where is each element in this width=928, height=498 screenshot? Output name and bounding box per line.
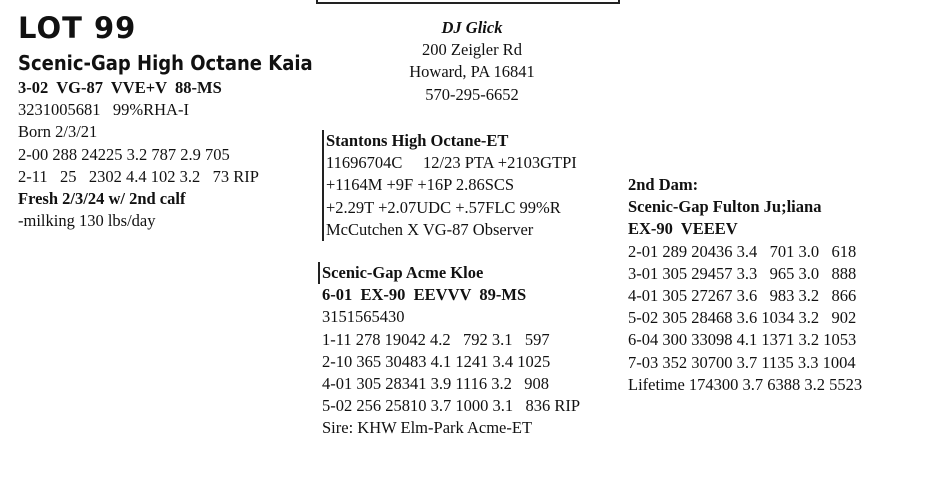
second-dam-heading: 2nd Dam:	[628, 175, 699, 194]
animal-details	[18, 77, 259, 232]
animal-classification: 3-02 VG-87 VVE+V 88-MS	[18, 78, 222, 97]
sire-line: McCutchen X VG-87 Observer	[326, 219, 534, 239]
second-dam-block	[628, 174, 862, 396]
animal-milking: -milking 130 lbs/day	[18, 211, 156, 231]
dam-line: 5-02 256 25810 3.7 1000 3.1 836 RIP	[322, 396, 581, 416]
dam-name: Scenic-Gap Acme Kloe	[318, 262, 580, 284]
second-dam-line: 4-01 305 27267 3.6 983 3.2 866	[628, 285, 857, 305]
animal-record-2: 2-11 25 2302 4.4 102 3.2 73 RIP	[18, 166, 259, 186]
sire-line: +1164M +9F +16P 2.86SCS	[326, 175, 515, 195]
sire-name: Stantons High Octane-ET	[326, 131, 509, 150]
header-box-border	[316, 0, 620, 4]
dam-line: 2-10 365 30483 4.1 1241 3.4 1025	[322, 351, 551, 371]
second-dam-line: 5-02 305 28468 3.6 1034 3.2 902	[628, 308, 857, 328]
dam-block	[322, 262, 580, 440]
second-dam-classification: EX-90 VEEEV	[628, 219, 738, 239]
animal-record-1: 2-00 288 24225 3.2 787 2.9 705	[18, 144, 230, 164]
sire-block	[322, 130, 577, 241]
lot-title: LOT 99	[18, 11, 137, 45]
animal-name: Scenic-Gap High Octane Kaia	[18, 51, 313, 75]
second-dam-line: 3-01 305 29457 3.3 965 3.0 888	[628, 263, 857, 283]
second-dam-line: 2-01 289 20436 3.4 701 3.0 618	[628, 241, 857, 261]
second-dam-line: 7-03 352 30700 3.7 1135 3.3 1004	[628, 352, 856, 372]
seller-name: DJ Glick	[441, 18, 503, 37]
seller-info	[380, 17, 564, 106]
animal-birthdate: Born 2/3/21	[18, 122, 98, 142]
dam-classification: 6-01 EX-90 EEVVV 89-MS	[322, 285, 527, 305]
dam-line: 3151565430	[322, 307, 405, 327]
second-dam-line: 6-04 300 33098 4.1 1371 3.2 1053	[628, 330, 857, 350]
dam-line: 4-01 305 28341 3.9 1116 3.2 908	[322, 373, 550, 393]
seller-city: Howard, PA 16841	[409, 62, 535, 82]
sire-line: 11696704C 12/23 PTA +2103GTPI	[326, 153, 577, 173]
dam-sire: Sire: KHW Elm-Park Acme-ET	[322, 418, 533, 438]
animal-fresh-date: Fresh 2/3/24 w/ 2nd calf	[18, 188, 186, 208]
animal-registration: 3231005681 99%RHA-I	[18, 100, 189, 120]
sire-line: +2.29T +2.07UDC +.57FLC 99%R	[326, 197, 561, 217]
seller-phone: 570-295-6652	[425, 84, 519, 104]
seller-address: 200 Zeigler Rd	[422, 40, 522, 60]
second-dam-name: Scenic-Gap Fulton Ju;liana	[628, 197, 822, 217]
second-dam-lifetime: Lifetime 174300 3.7 6388 3.2 5523	[628, 374, 863, 394]
dam-line: 1-11 278 19042 4.2 792 3.1 597	[322, 329, 550, 349]
